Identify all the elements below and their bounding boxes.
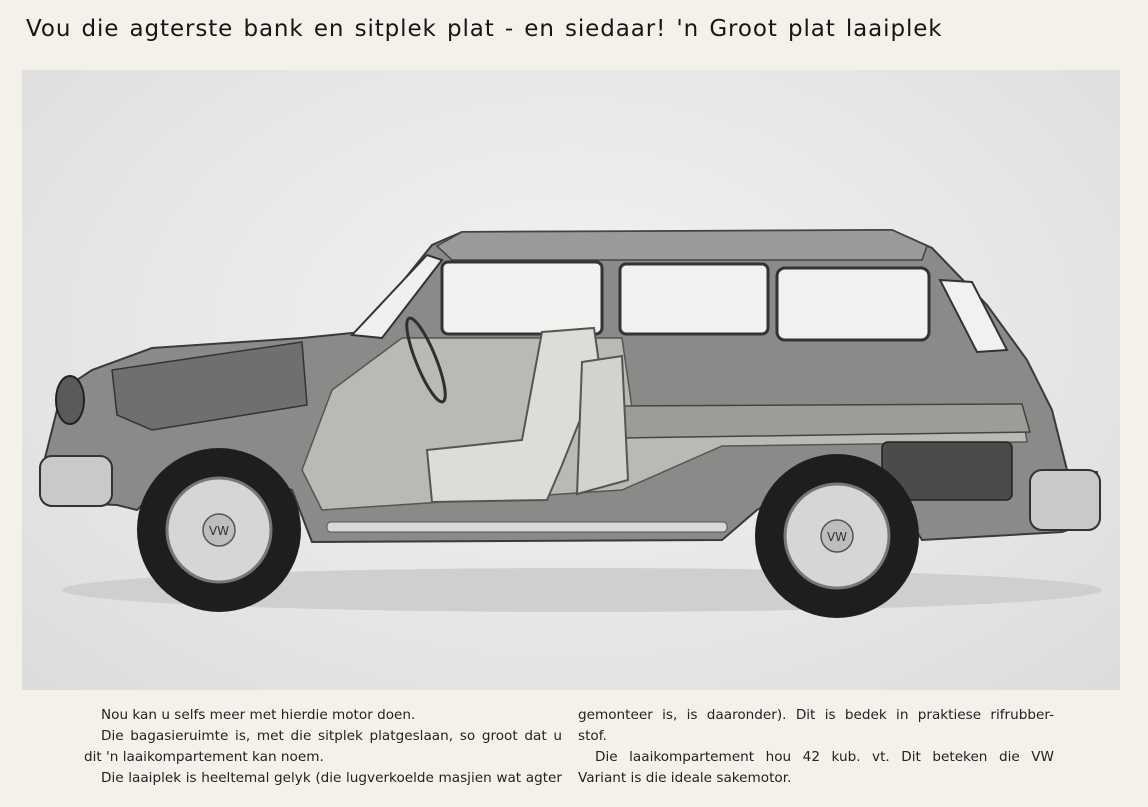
page-title: Vou die agterste bank en sitplek plat - en siedaar! 'n Groot plat laaiplek [26, 16, 943, 42]
folded-rear-seat [577, 356, 628, 494]
front-wheel-emblem: VW [208, 524, 230, 538]
body-line: Nou kan u selfs meer met hierdie motor doen. [101, 707, 416, 723]
load-floor [622, 404, 1030, 438]
rear-wheel [755, 454, 919, 618]
roof [437, 230, 927, 260]
body-line: Die bagasieruimte is, met die sitplek platgeslaan, so groot dat u [101, 728, 562, 744]
front-wheel [137, 448, 301, 612]
sill-trim [327, 522, 727, 532]
body-line: Die laaikompartement hou 42 kub. vt. Dit beteken die VW [595, 749, 1054, 765]
car-cutaway-photo [22, 70, 1120, 690]
body-line: gemonteer is, is daaronder). Dit is bedek in praktiese rifrubber- [578, 707, 1054, 723]
body-text-right-column [578, 705, 1054, 789]
rear-side-window [620, 264, 768, 334]
body-text-left-column [84, 705, 562, 789]
rear-bumper [1030, 470, 1100, 530]
body-line: stof. [578, 728, 607, 744]
headlight [56, 376, 84, 424]
rear-wheel-emblem: VW [826, 530, 848, 544]
body-line: Variant is die ideale sakemotor. [578, 770, 792, 786]
body-line: Die laaiplek is heeltemal gelyk (die lugverkoelde masjien wat agter [101, 770, 562, 786]
body-line: dit 'n laaikompartement kan noem. [84, 749, 324, 765]
front-side-window [442, 262, 602, 334]
quarter-window [777, 268, 929, 340]
front-bumper [40, 456, 112, 506]
